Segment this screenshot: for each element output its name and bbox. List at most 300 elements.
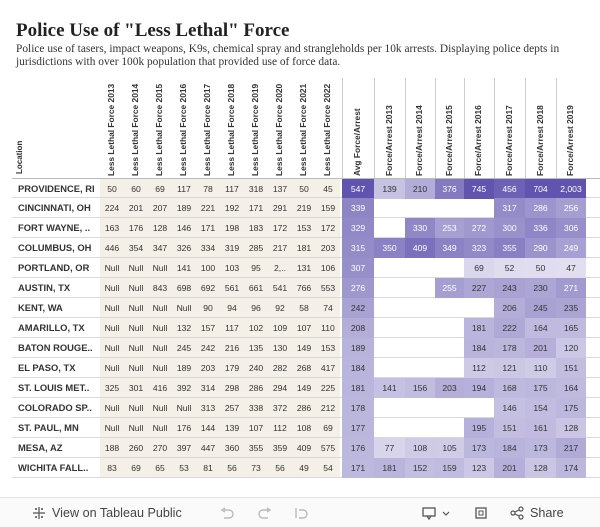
lf-value-cell[interactable]: Null	[152, 363, 168, 373]
force-arrest-cell[interactable]: 105	[435, 438, 464, 458]
lf-value-cell[interactable]: 212	[320, 403, 336, 413]
force-arrest-cell[interactable]	[464, 398, 494, 418]
location-cell[interactable]: ST. PAUL, MN	[18, 422, 79, 433]
force-arrest-cell[interactable]	[435, 398, 464, 418]
force-arrest-cell[interactable]	[374, 318, 405, 338]
force-arrest-cell[interactable]: 201	[494, 458, 525, 478]
force-arrest-cell[interactable]: 203	[435, 378, 464, 398]
lf-value-cell[interactable]: 65	[155, 463, 165, 473]
lf-value-cell[interactable]: 270	[152, 443, 168, 453]
force-arrest-cell[interactable]: 201	[525, 338, 556, 358]
lf-value-cell[interactable]: 355	[248, 443, 264, 453]
location-cell[interactable]: AMARILLO, TX	[18, 322, 85, 333]
force-arrest-cell[interactable]	[405, 338, 435, 358]
force-arrest-cell[interactable]: 173	[525, 438, 556, 458]
force-arrest-cell[interactable]	[405, 198, 435, 218]
location-cell[interactable]: FORT WAYNE, ..	[18, 222, 91, 233]
avg-force-cell[interactable]: 176	[342, 438, 374, 458]
lf-value-cell[interactable]: 766	[296, 283, 312, 293]
lf-value-cell[interactable]: 843	[152, 283, 168, 293]
force-arrest-cell[interactable]: 112	[464, 358, 494, 378]
lf-value-cell[interactable]: 291	[272, 203, 288, 213]
lf-value-cell[interactable]: 372	[272, 403, 288, 413]
fa-column-header[interactable]	[435, 78, 464, 178]
avg-force-cell[interactable]: 184	[342, 358, 374, 378]
table-row[interactable]	[12, 218, 600, 238]
lf-value-cell[interactable]: 326	[176, 243, 192, 253]
lf-value-cell[interactable]: 56	[227, 463, 237, 473]
force-arrest-cell[interactable]: 77	[374, 438, 405, 458]
location-cell[interactable]: CINCINNATI, OH	[18, 202, 91, 213]
force-arrest-cell[interactable]: 141	[374, 378, 405, 398]
force-arrest-cell[interactable]: 121	[494, 358, 525, 378]
lf-value-cell[interactable]: Null	[128, 343, 144, 353]
lf-value-cell[interactable]: 149	[296, 383, 312, 393]
lf-value-cell[interactable]: 219	[296, 203, 312, 213]
avg-force-cell[interactable]: 339	[342, 198, 374, 218]
force-arrest-cell[interactable]: 69	[464, 258, 494, 278]
lf-value-cell[interactable]: 298	[224, 383, 240, 393]
force-arrest-cell[interactable]: 174	[556, 458, 586, 478]
avg-force-cell[interactable]: 276	[342, 278, 374, 298]
lf-value-cell[interactable]: 53	[179, 463, 189, 473]
force-arrest-cell[interactable]: 217	[556, 438, 586, 458]
force-arrest-cell[interactable]: 139	[374, 179, 405, 199]
table-row[interactable]	[12, 298, 600, 318]
lf-value-cell[interactable]: 257	[224, 403, 240, 413]
lf-value-cell[interactable]: 103	[224, 263, 240, 273]
lf-value-cell[interactable]: 56	[275, 463, 285, 473]
force-arrest-cell[interactable]: 323	[464, 238, 494, 258]
lf-value-cell[interactable]: Null	[104, 403, 120, 413]
force-arrest-cell[interactable]: 745	[464, 179, 494, 199]
force-arrest-cell[interactable]: 336	[525, 218, 556, 238]
lf-column-header[interactable]	[244, 78, 268, 178]
force-arrest-cell[interactable]: 210	[405, 179, 435, 199]
fa-column-header[interactable]	[525, 78, 556, 178]
lf-value-cell[interactable]: Null	[104, 263, 120, 273]
lf-value-cell[interactable]: 314	[200, 383, 216, 393]
lf-value-cell[interactable]: 207	[152, 203, 168, 213]
force-arrest-cell[interactable]: 272	[464, 218, 494, 238]
location-cell[interactable]: BATON ROUGE..	[18, 342, 93, 353]
lf-value-cell[interactable]: Null	[152, 323, 168, 333]
force-arrest-cell[interactable]: 245	[525, 298, 556, 318]
lf-value-cell[interactable]: 447	[200, 443, 216, 453]
lf-value-cell[interactable]: 117	[225, 323, 239, 333]
lf-value-cell[interactable]: 50	[299, 184, 309, 194]
force-arrest-cell[interactable]: 206	[494, 298, 525, 318]
fa-column-header[interactable]	[494, 78, 525, 178]
force-arrest-cell[interactable]: 235	[556, 298, 586, 318]
fa-column-header[interactable]	[342, 78, 374, 178]
lf-value-cell[interactable]: 334	[200, 243, 216, 253]
lf-value-cell[interactable]: 240	[248, 363, 264, 373]
force-arrest-cell[interactable]	[405, 258, 435, 278]
lf-value-cell[interactable]: 106	[320, 263, 336, 273]
lf-value-cell[interactable]: 153	[296, 223, 312, 233]
lf-value-cell[interactable]: 94	[227, 303, 237, 313]
lf-value-cell[interactable]: 397	[176, 443, 192, 453]
lf-value-cell[interactable]: 131	[296, 263, 312, 273]
force-arrest-cell[interactable]: 184	[464, 338, 494, 358]
fullscreen-button[interactable]	[474, 506, 494, 520]
force-arrest-cell[interactable]: 194	[464, 378, 494, 398]
lf-value-cell[interactable]: 359	[272, 443, 288, 453]
lf-value-cell[interactable]: Null	[152, 263, 168, 273]
force-arrest-cell[interactable]: 123	[464, 458, 494, 478]
lf-value-cell[interactable]: 108	[296, 423, 312, 433]
location-cell[interactable]: WICHITA FALL..	[18, 462, 89, 473]
avg-force-cell[interactable]: 315	[342, 238, 374, 258]
lf-value-cell[interactable]: Null	[128, 263, 144, 273]
force-arrest-cell[interactable]	[405, 298, 435, 318]
force-arrest-cell[interactable]: 286	[525, 198, 556, 218]
redo-button[interactable]	[258, 506, 278, 520]
lf-value-cell[interactable]: 171	[200, 223, 216, 233]
lf-value-cell[interactable]: 338	[248, 403, 264, 413]
lf-value-cell[interactable]: Null	[104, 303, 120, 313]
lf-value-cell[interactable]: 102	[248, 323, 264, 333]
lf-value-cell[interactable]: 354	[128, 243, 144, 253]
lf-value-cell[interactable]: 50	[107, 184, 117, 194]
lf-column-header[interactable]	[100, 78, 124, 178]
lf-value-cell[interactable]: 45	[323, 184, 333, 194]
location-cell[interactable]: AUSTIN, TX	[18, 282, 71, 293]
lf-value-cell[interactable]: 137	[272, 184, 288, 194]
lf-value-cell[interactable]: 176	[128, 223, 144, 233]
force-arrest-cell[interactable]: 243	[494, 278, 525, 298]
avg-force-cell[interactable]: 242	[342, 298, 374, 318]
force-arrest-cell[interactable]	[374, 338, 405, 358]
force-arrest-cell[interactable]	[405, 418, 435, 438]
lf-value-cell[interactable]: 110	[321, 323, 335, 333]
table-row[interactable]	[12, 278, 600, 298]
force-arrest-cell[interactable]	[405, 398, 435, 418]
force-arrest-cell[interactable]	[435, 258, 464, 278]
force-arrest-cell[interactable]: 2,003	[556, 179, 586, 199]
lf-value-cell[interactable]: Null	[104, 363, 120, 373]
table-row[interactable]	[12, 178, 600, 198]
table-row[interactable]	[12, 318, 600, 338]
lf-value-cell[interactable]: 144	[200, 423, 216, 433]
fa-column-header[interactable]	[556, 78, 586, 178]
force-arrest-cell[interactable]: 704	[525, 179, 556, 199]
force-arrest-cell[interactable]: 128	[556, 418, 586, 438]
force-arrest-cell[interactable]	[374, 278, 405, 298]
force-arrest-cell[interactable]: 271	[556, 278, 586, 298]
force-arrest-cell[interactable]: 168	[494, 378, 525, 398]
lf-value-cell[interactable]: Null	[128, 403, 144, 413]
force-arrest-cell[interactable]: 151	[556, 358, 586, 378]
lf-value-cell[interactable]: 416	[152, 383, 168, 393]
avg-force-cell[interactable]: 178	[342, 398, 374, 418]
lf-value-cell[interactable]: 561	[224, 283, 240, 293]
force-arrest-cell[interactable]: 165	[556, 318, 586, 338]
lf-value-cell[interactable]: 78	[203, 184, 213, 194]
lf-value-cell[interactable]: 58	[299, 303, 309, 313]
avg-force-cell[interactable]: 329	[342, 218, 374, 238]
lf-value-cell[interactable]: 90	[203, 303, 213, 313]
avg-force-cell[interactable]: 208	[342, 318, 374, 338]
lf-value-cell[interactable]: 189	[176, 363, 192, 373]
lf-value-cell[interactable]: 319	[224, 243, 240, 253]
force-arrest-cell[interactable]	[405, 278, 435, 298]
lf-value-cell[interactable]: 698	[176, 283, 192, 293]
avg-force-cell[interactable]: 177	[342, 418, 374, 438]
force-arrest-cell[interactable]	[405, 318, 435, 338]
lf-value-cell[interactable]: Null	[104, 283, 120, 293]
force-arrest-cell[interactable]: 195	[464, 418, 494, 438]
revert-button[interactable]	[294, 506, 314, 520]
lf-value-cell[interactable]: 325	[104, 383, 120, 393]
lf-value-cell[interactable]: 163	[104, 223, 120, 233]
lf-value-cell[interactable]: Null	[152, 303, 168, 313]
force-arrest-cell[interactable]	[374, 258, 405, 278]
force-arrest-cell[interactable]: 175	[556, 398, 586, 418]
location-cell[interactable]: PORTLAND, OR	[18, 262, 90, 273]
lf-value-cell[interactable]: 117	[225, 184, 239, 194]
force-arrest-cell[interactable]: 253	[435, 218, 464, 238]
lf-value-cell[interactable]: 183	[248, 223, 264, 233]
lf-value-cell[interactable]: 49	[299, 463, 309, 473]
lf-value-cell[interactable]: 73	[251, 463, 261, 473]
lf-value-cell[interactable]: Null	[152, 403, 168, 413]
force-arrest-cell[interactable]: 255	[435, 278, 464, 298]
force-arrest-cell[interactable]	[435, 418, 464, 438]
force-arrest-cell[interactable]: 181	[374, 458, 405, 478]
force-arrest-cell[interactable]: 409	[405, 238, 435, 258]
lf-column-header[interactable]	[220, 78, 244, 178]
lf-value-cell[interactable]: 69	[323, 423, 333, 433]
table-row[interactable]	[12, 258, 600, 278]
lf-value-cell[interactable]: 54	[323, 463, 333, 473]
table-row[interactable]	[12, 458, 600, 478]
lf-value-cell[interactable]: 417	[320, 363, 336, 373]
lf-value-cell[interactable]: 661	[248, 283, 264, 293]
force-arrest-cell[interactable]: 164	[525, 318, 556, 338]
lf-value-cell[interactable]: Null	[176, 403, 192, 413]
lf-value-cell[interactable]: 135	[248, 343, 264, 353]
force-arrest-cell[interactable]: 164	[556, 378, 586, 398]
lf-value-cell[interactable]: 179	[224, 363, 240, 373]
lf-value-cell[interactable]: 172	[272, 223, 288, 233]
lf-value-cell[interactable]: 313	[200, 403, 216, 413]
lf-value-cell[interactable]: 81	[203, 463, 213, 473]
location-cell[interactable]: PROVIDENCE, RI	[18, 183, 95, 194]
lf-value-cell[interactable]: 192	[224, 203, 240, 213]
lf-value-cell[interactable]: 95	[251, 263, 261, 273]
download-button[interactable]	[422, 506, 450, 520]
lf-column-header[interactable]	[196, 78, 220, 178]
lf-value-cell[interactable]: Null	[128, 303, 144, 313]
lf-value-cell[interactable]: 69	[131, 463, 141, 473]
lf-value-cell[interactable]: 285	[248, 243, 264, 253]
force-arrest-cell[interactable]: 249	[556, 238, 586, 258]
lf-value-cell[interactable]: 242	[200, 343, 216, 353]
lf-value-cell[interactable]: 224	[104, 203, 120, 213]
lf-value-cell[interactable]: 117	[177, 184, 191, 194]
force-arrest-cell[interactable]: 256	[556, 198, 586, 218]
lf-value-cell[interactable]: 146	[176, 223, 192, 233]
lf-column-header[interactable]	[292, 78, 316, 178]
force-arrest-cell[interactable]: 178	[494, 338, 525, 358]
share-button[interactable]	[510, 506, 564, 520]
lf-value-cell[interactable]: 107	[248, 423, 264, 433]
lf-value-cell[interactable]: 203	[200, 363, 216, 373]
force-arrest-cell[interactable]	[374, 358, 405, 378]
force-arrest-cell[interactable]: 306	[556, 218, 586, 238]
lf-value-cell[interactable]: Null	[104, 323, 120, 333]
force-arrest-cell[interactable]: 227	[464, 278, 494, 298]
lf-value-cell[interactable]: 221	[200, 203, 216, 213]
fa-column-header[interactable]	[374, 78, 405, 178]
force-arrest-cell[interactable]	[374, 218, 405, 238]
lf-value-cell[interactable]: Null	[104, 343, 120, 353]
location-cell[interactable]: COLORADO SP..	[18, 402, 92, 413]
force-arrest-cell[interactable]: 146	[494, 398, 525, 418]
lf-value-cell[interactable]: 347	[152, 243, 168, 253]
lf-value-cell[interactable]: 172	[320, 223, 336, 233]
avg-force-cell[interactable]: 547	[342, 179, 374, 199]
lf-value-cell[interactable]: 301	[128, 383, 144, 393]
fa-column-header[interactable]	[405, 78, 435, 178]
lf-value-cell[interactable]: 575	[320, 443, 336, 453]
force-arrest-cell[interactable]: 376	[435, 179, 464, 199]
lf-value-cell[interactable]: 149	[296, 343, 312, 353]
lf-value-cell[interactable]: 268	[296, 363, 312, 373]
force-arrest-cell[interactable]	[464, 198, 494, 218]
force-arrest-cell[interactable]: 355	[494, 238, 525, 258]
force-arrest-cell[interactable]: 159	[435, 458, 464, 478]
location-cell[interactable]: MESA, AZ	[18, 442, 63, 453]
lf-value-cell[interactable]: 74	[323, 303, 333, 313]
lf-value-cell[interactable]: Null	[152, 343, 168, 353]
lf-value-cell[interactable]: 409	[296, 443, 312, 453]
force-arrest-cell[interactable]: 175	[525, 378, 556, 398]
lf-value-cell[interactable]: 128	[152, 223, 168, 233]
force-arrest-cell[interactable]: 120	[556, 338, 586, 358]
force-arrest-cell[interactable]: 173	[464, 438, 494, 458]
table-row[interactable]	[12, 378, 600, 398]
lf-value-cell[interactable]: 692	[200, 283, 216, 293]
lf-value-cell[interactable]: 541	[272, 283, 288, 293]
force-arrest-cell[interactable]: 230	[525, 278, 556, 298]
lf-value-cell[interactable]: 100	[200, 263, 216, 273]
table-row[interactable]	[12, 358, 600, 378]
force-arrest-cell[interactable]: 349	[435, 238, 464, 258]
force-arrest-cell[interactable]	[374, 418, 405, 438]
lf-column-header[interactable]	[172, 78, 196, 178]
lf-value-cell[interactable]: 225	[320, 383, 336, 393]
lf-value-cell[interactable]: Null	[128, 423, 144, 433]
lf-value-cell[interactable]: 60	[131, 184, 141, 194]
lf-value-cell[interactable]: 141	[176, 263, 192, 273]
view-on-tableau-button[interactable]	[32, 506, 182, 520]
table-row[interactable]	[12, 198, 600, 218]
force-arrest-cell[interactable]	[435, 298, 464, 318]
lf-value-cell[interactable]: 159	[320, 203, 336, 213]
location-cell[interactable]: COLUMBUS, OH	[18, 242, 92, 253]
location-cell[interactable]: ST. LOUIS MET..	[18, 382, 90, 393]
lf-value-cell[interactable]: 188	[104, 443, 120, 453]
lf-value-cell[interactable]: 392	[176, 383, 192, 393]
lf-value-cell[interactable]: 139	[224, 423, 240, 433]
lf-value-cell[interactable]: 157	[200, 323, 216, 333]
force-arrest-cell[interactable]: 151	[494, 418, 525, 438]
lf-value-cell[interactable]: 92	[275, 303, 285, 313]
lf-value-cell[interactable]: 260	[128, 443, 144, 453]
lf-column-header[interactable]	[268, 78, 292, 178]
lf-column-header[interactable]	[316, 78, 340, 178]
force-arrest-cell[interactable]: 222	[494, 318, 525, 338]
lf-value-cell[interactable]: 176	[176, 423, 192, 433]
force-arrest-cell[interactable]: 290	[525, 238, 556, 258]
table-row[interactable]	[12, 418, 600, 438]
force-arrest-cell[interactable]: 181	[464, 318, 494, 338]
lf-value-cell[interactable]: 181	[296, 243, 312, 253]
force-arrest-cell[interactable]	[405, 358, 435, 378]
avg-force-cell[interactable]: 171	[342, 458, 374, 478]
force-arrest-cell[interactable]: 161	[525, 418, 556, 438]
lf-value-cell[interactable]: Null	[128, 283, 144, 293]
lf-value-cell[interactable]: 96	[251, 303, 261, 313]
force-arrest-cell[interactable]: 50	[525, 258, 556, 278]
force-arrest-cell[interactable]: 184	[494, 438, 525, 458]
lf-value-cell[interactable]: Null	[176, 303, 192, 313]
lf-value-cell[interactable]: 360	[224, 443, 240, 453]
lf-value-cell[interactable]: 109	[272, 323, 288, 333]
lf-value-cell[interactable]: 245	[176, 343, 192, 353]
lf-value-cell[interactable]: Null	[152, 423, 168, 433]
force-arrest-cell[interactable]	[435, 198, 464, 218]
fa-column-header[interactable]	[464, 78, 494, 178]
lf-value-cell[interactable]: 130	[272, 343, 288, 353]
force-arrest-cell[interactable]: 110	[525, 358, 556, 378]
lf-value-cell[interactable]: 112	[273, 423, 287, 433]
table-row[interactable]	[12, 398, 600, 418]
force-arrest-cell[interactable]	[374, 398, 405, 418]
force-arrest-cell[interactable]: 128	[525, 458, 556, 478]
force-arrest-cell[interactable]: 456	[494, 179, 525, 199]
force-arrest-cell[interactable]	[435, 318, 464, 338]
lf-value-cell[interactable]: 216	[224, 343, 240, 353]
force-arrest-cell[interactable]: 52	[494, 258, 525, 278]
force-arrest-cell[interactable]	[435, 358, 464, 378]
lf-value-cell[interactable]: 2,..	[274, 263, 286, 273]
lf-value-cell[interactable]: 198	[224, 223, 240, 233]
lf-value-cell[interactable]: 318	[248, 184, 264, 194]
lf-value-cell[interactable]: 203	[320, 243, 336, 253]
undo-button[interactable]	[220, 506, 240, 520]
lf-column-header[interactable]	[124, 78, 148, 178]
lf-value-cell[interactable]: 446	[104, 243, 120, 253]
lf-value-cell[interactable]: 553	[320, 283, 336, 293]
lf-value-cell[interactable]: 286	[248, 383, 264, 393]
force-arrest-cell[interactable]	[374, 198, 405, 218]
force-arrest-cell[interactable]: 156	[405, 378, 435, 398]
force-arrest-cell[interactable]: 152	[405, 458, 435, 478]
lf-value-cell[interactable]: Null	[104, 423, 120, 433]
avg-force-cell[interactable]: 181	[342, 378, 374, 398]
avg-force-cell[interactable]: 307	[342, 258, 374, 278]
lf-column-header[interactable]	[148, 78, 172, 178]
lf-value-cell[interactable]: Null	[128, 323, 144, 333]
table-row[interactable]	[12, 438, 600, 458]
force-arrest-cell[interactable]: 330	[405, 218, 435, 238]
force-arrest-cell[interactable]: 47	[556, 258, 586, 278]
force-arrest-cell[interactable]: 350	[374, 238, 405, 258]
